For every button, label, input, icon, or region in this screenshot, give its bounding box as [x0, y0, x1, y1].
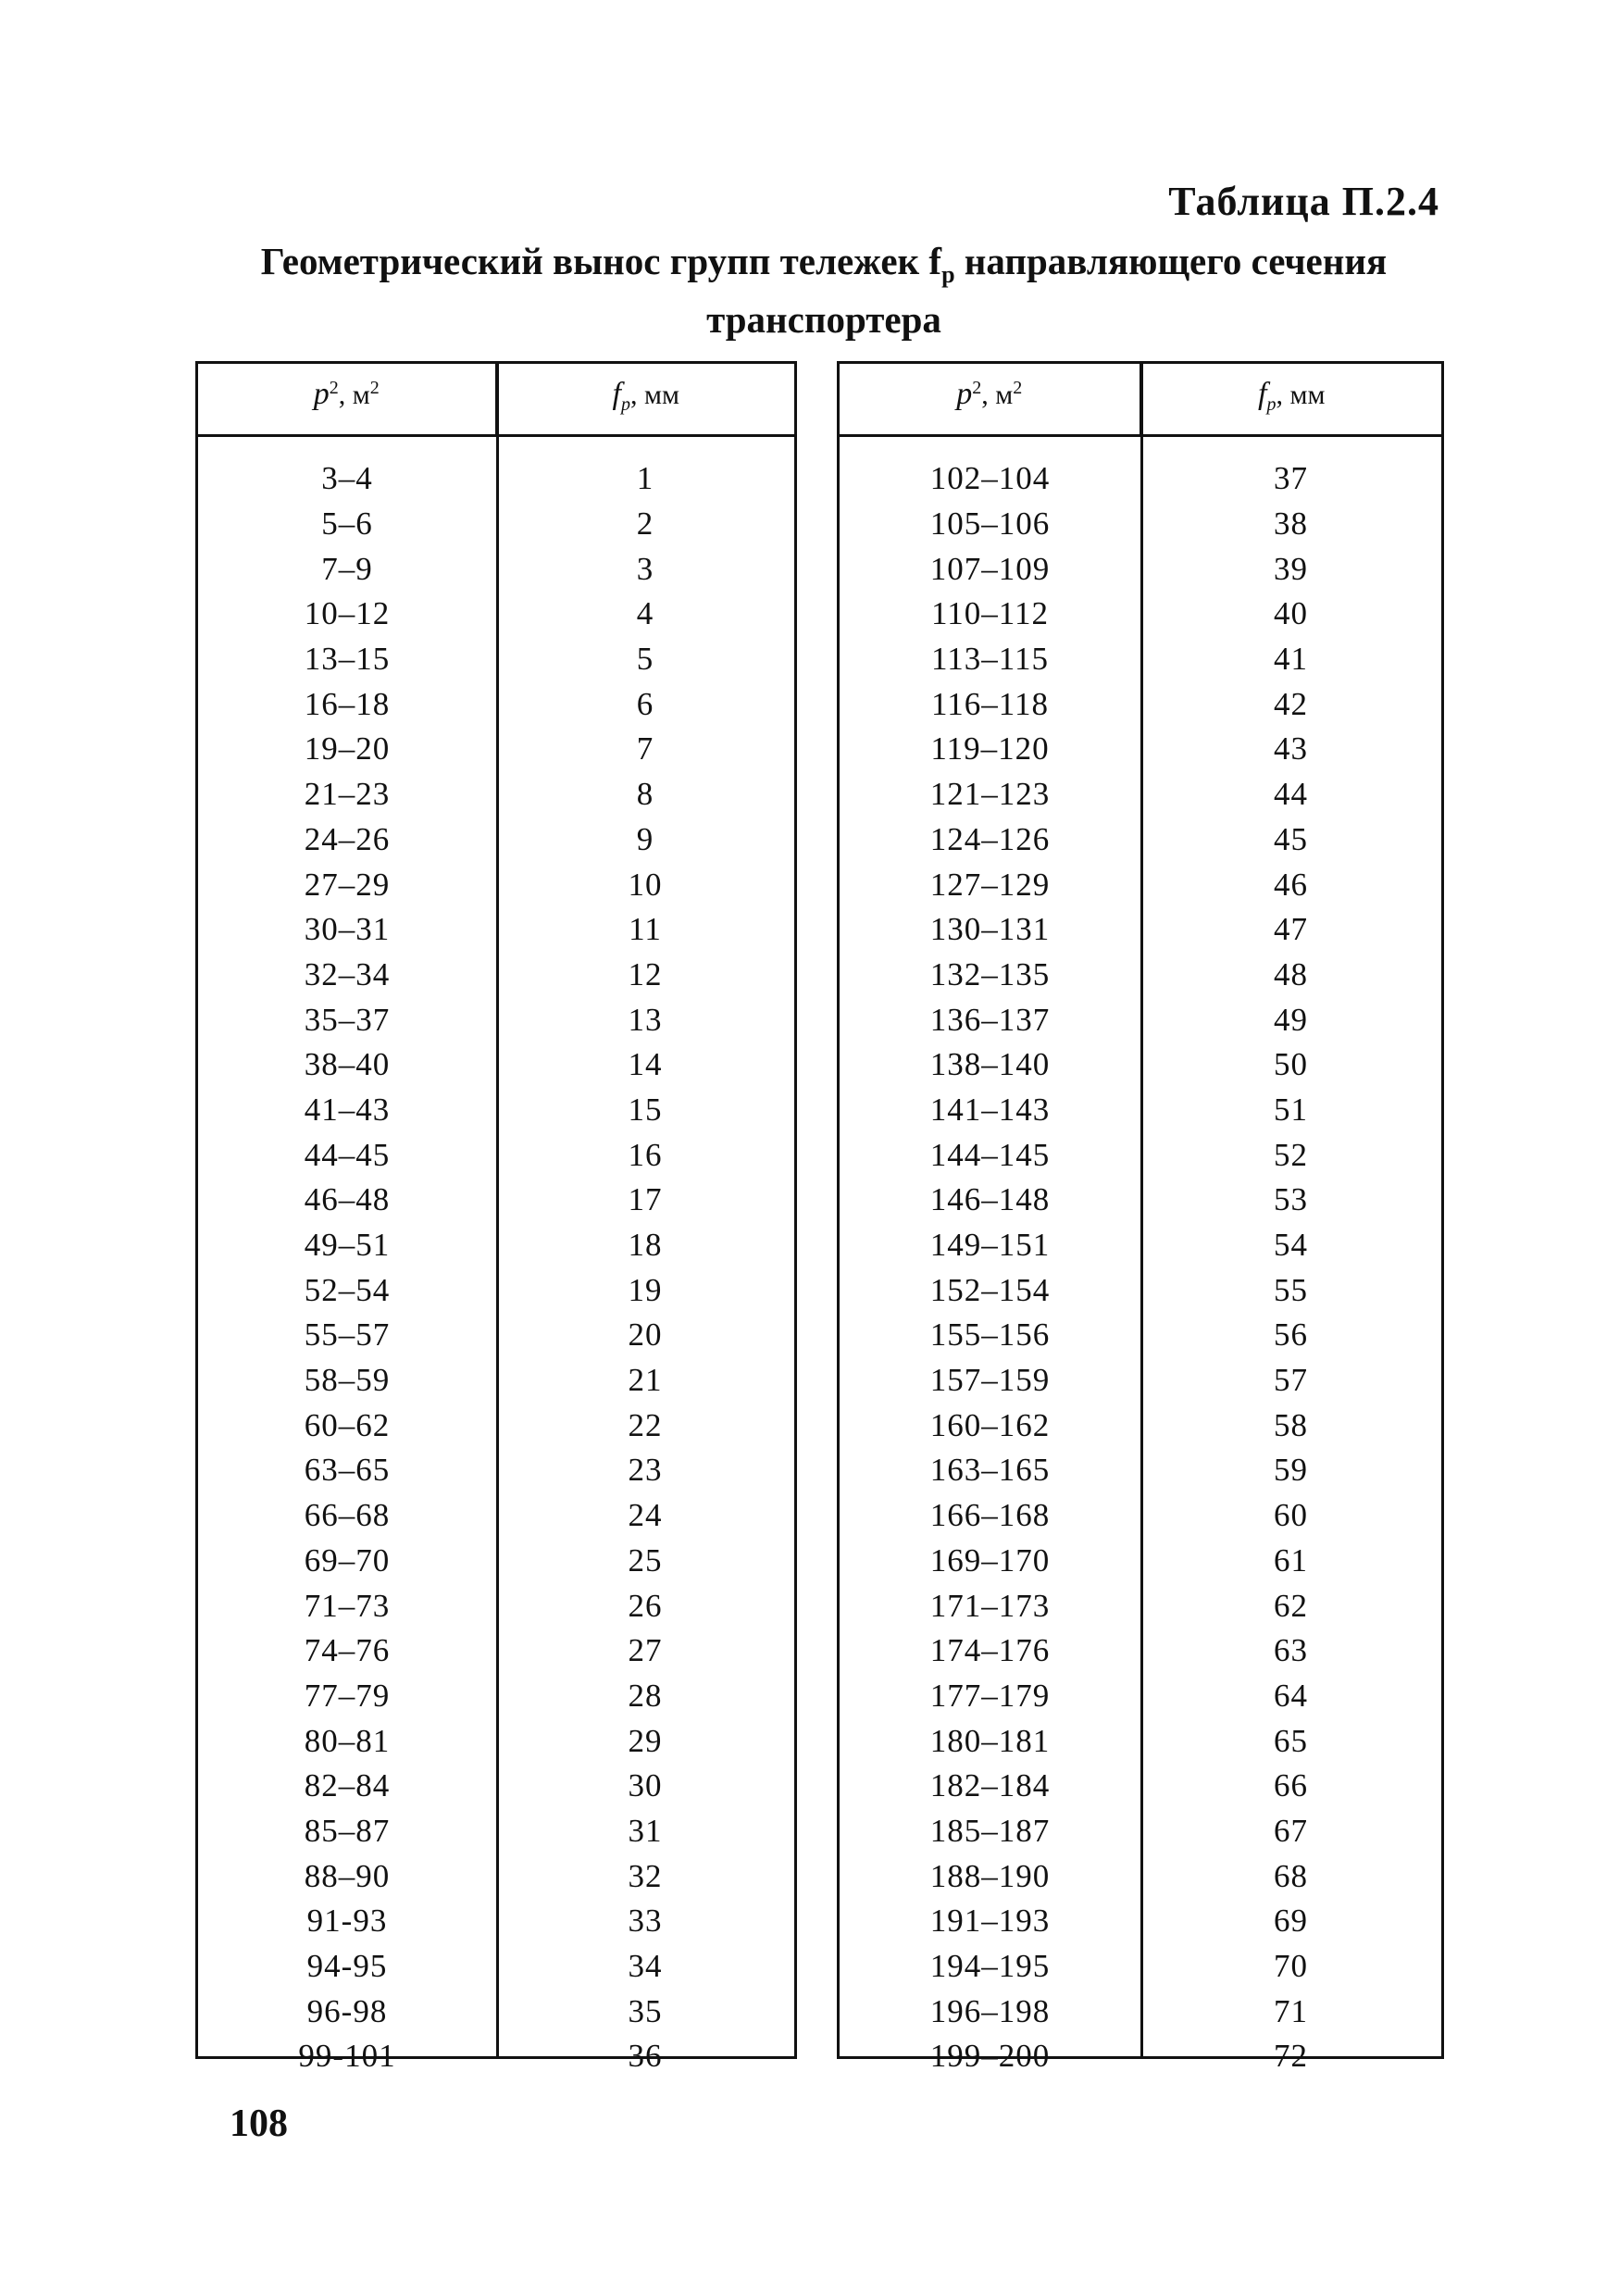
table-row	[840, 1764, 1441, 1809]
table-row	[840, 1718, 1441, 1764]
header-offset: $f_p$, мм	[1258, 377, 1326, 415]
table-row	[198, 1358, 794, 1404]
cell-offset-value: 56	[1274, 1316, 1308, 1354]
cell-offset-value: 21	[628, 1362, 663, 1399]
table-row	[198, 1989, 794, 2034]
cell-area-range: 66–68	[304, 1497, 391, 1534]
table-row	[198, 1583, 794, 1628]
cell-area-range: 3–4	[321, 460, 373, 497]
cell-area-range: 44–45	[304, 1136, 391, 1173]
table-row	[840, 546, 1441, 592]
table-row	[840, 502, 1441, 547]
cell-area-range: 171–173	[929, 1587, 1051, 1624]
cell-offset-value: 1	[636, 460, 654, 497]
cell-offset-value: 29	[628, 1722, 663, 1759]
cell-offset-value: 47	[1274, 911, 1308, 948]
cell-offset-value: 17	[628, 1181, 663, 1218]
table-row	[840, 1178, 1441, 1223]
table-row	[840, 456, 1441, 502]
cell-area-range: 74–76	[304, 1632, 391, 1669]
cell-area-range: 82–84	[304, 1767, 391, 1804]
cell-offset-value: 41	[1274, 641, 1308, 678]
cell-offset-value: 39	[1274, 550, 1308, 587]
cell-area-range: 169–170	[929, 1541, 1051, 1578]
cell-offset-value: 55	[1274, 1271, 1308, 1308]
cell-offset-value: 40	[1274, 595, 1308, 632]
cell-offset-value: 72	[1274, 2038, 1308, 2075]
page-number: 108	[230, 2103, 288, 2145]
cell-offset-value: 36	[628, 2038, 663, 2075]
cell-area-range: 199–200	[929, 2038, 1051, 2075]
cell-area-range: 96-98	[306, 1992, 388, 2029]
cell-area-range: 19–20	[304, 730, 391, 767]
table-row	[198, 1223, 794, 1268]
cell-area-range: 110–112	[931, 595, 1049, 632]
cell-offset-value: 7	[636, 730, 654, 767]
table-row	[198, 727, 794, 772]
table-row	[840, 1132, 1441, 1178]
table-row	[840, 1989, 1441, 2034]
cell-offset-value: 14	[628, 1046, 663, 1083]
cell-area-range: 188–190	[929, 1857, 1051, 1894]
table-row	[840, 1493, 1441, 1539]
table-row	[198, 1088, 794, 1133]
cell-area-range: 55–57	[304, 1316, 391, 1354]
cell-offset-value: 67	[1274, 1812, 1308, 1849]
table-row	[198, 546, 794, 592]
header-area: $p^2$, $м^2$	[198, 364, 498, 434]
cell-area-range: 136–137	[929, 1001, 1051, 1038]
cell-offset-value: 28	[628, 1677, 663, 1714]
table-row	[840, 1583, 1441, 1628]
cell-offset-value: 31	[628, 1812, 663, 1849]
cell-offset-value: 38	[1274, 505, 1308, 543]
cell-offset-value: 48	[1274, 955, 1308, 992]
cell-offset-value: 65	[1274, 1722, 1308, 1759]
table-row	[198, 1267, 794, 1313]
cell-area-range: 113–115	[931, 641, 1049, 678]
cell-offset-value: 62	[1274, 1587, 1308, 1624]
cell-area-range: 16–18	[304, 685, 391, 722]
table-row	[198, 1539, 794, 1584]
cell-area-range: 146–148	[929, 1181, 1051, 1218]
table-row	[198, 681, 794, 727]
table-row	[840, 1853, 1441, 1899]
cell-offset-value: 19	[628, 1271, 663, 1308]
cell-offset-value: 37	[1274, 460, 1308, 497]
cell-area-range: 194–195	[929, 1948, 1051, 1985]
cell-area-range: 132–135	[929, 955, 1051, 992]
table-row	[198, 1809, 794, 1854]
cell-area-range: 32–34	[304, 955, 391, 992]
cell-offset-value: 71	[1274, 1992, 1308, 2029]
cell-area-range: 41–43	[304, 1091, 391, 1128]
cell-area-range: 52–54	[304, 1271, 391, 1308]
cell-offset-value: 35	[628, 1992, 663, 2029]
cell-offset-value: 12	[628, 955, 663, 992]
cell-area-range: 196–198	[929, 1992, 1051, 2029]
table-row	[198, 1628, 794, 1674]
table-row	[840, 592, 1441, 637]
cell-area-range: 138–140	[929, 1046, 1051, 1083]
cell-area-range: 58–59	[304, 1362, 391, 1399]
cell-area-range: 10–12	[304, 595, 391, 632]
cell-offset-value: 61	[1274, 1541, 1308, 1578]
cell-area-range: 116–118	[931, 685, 1049, 722]
table-row	[198, 1448, 794, 1493]
cell-offset-value: 68	[1274, 1857, 1308, 1894]
cell-offset-value: 10	[628, 866, 663, 903]
cell-offset-value: 43	[1274, 730, 1308, 767]
table-row	[198, 862, 794, 907]
cell-area-range: 157–159	[929, 1362, 1051, 1399]
cell-offset-value: 63	[1274, 1632, 1308, 1669]
cell-offset-value: 23	[628, 1452, 663, 1489]
table-caption	[185, 239, 1463, 342]
cell-offset-value: 66	[1274, 1767, 1308, 1804]
table-header	[198, 364, 794, 437]
cell-offset-value: 27	[628, 1632, 663, 1669]
cell-offset-value: 9	[636, 820, 654, 857]
table-row	[198, 637, 794, 682]
cell-area-range: 174–176	[929, 1632, 1051, 1669]
cell-area-range: 21–23	[304, 776, 391, 813]
cell-area-range: 163–165	[929, 1452, 1051, 1489]
cell-offset-value: 53	[1274, 1181, 1308, 1218]
table-row	[198, 592, 794, 637]
table-label: Таблица П.2.4	[1168, 179, 1439, 224]
cell-offset-value: 16	[628, 1136, 663, 1173]
cell-area-range: 107–109	[929, 550, 1051, 587]
table-row	[198, 1674, 794, 1719]
table-row	[198, 1718, 794, 1764]
cell-area-range: 71–73	[304, 1587, 391, 1624]
table-row	[840, 1448, 1441, 1493]
cell-area-range: 144–145	[929, 1136, 1051, 1173]
table-body	[840, 456, 1441, 2079]
table-row	[840, 1809, 1441, 1854]
table-row	[198, 1313, 794, 1358]
cell-offset-value: 69	[1274, 1903, 1308, 1940]
cell-offset-value: 34	[628, 1948, 663, 1985]
cell-area-range: 130–131	[929, 911, 1051, 948]
cell-area-range: 91-93	[306, 1903, 388, 1940]
cell-offset-value: 32	[628, 1857, 663, 1894]
cell-offset-value: 5	[636, 641, 654, 678]
table-row	[840, 1267, 1441, 1313]
table-row	[840, 1628, 1441, 1674]
cell-offset-value: 54	[1274, 1227, 1308, 1264]
table-row	[198, 2034, 794, 2079]
cell-offset-value: 22	[628, 1406, 663, 1443]
caption-line-2: транспортера	[706, 298, 941, 342]
cell-offset-value: 46	[1274, 866, 1308, 903]
cell-area-range: 7–9	[321, 550, 373, 587]
table-row	[198, 1853, 794, 1899]
cell-offset-value: 4	[636, 595, 654, 632]
table-left	[195, 361, 797, 2075]
cell-offset-value: 33	[628, 1903, 663, 1940]
cell-offset-value: 8	[636, 776, 654, 813]
cell-area-range: 152–154	[929, 1271, 1051, 1308]
cell-offset-value: 15	[628, 1091, 663, 1128]
table-row	[198, 1042, 794, 1088]
cell-offset-value: 3	[636, 550, 654, 587]
cell-offset-value: 50	[1274, 1046, 1308, 1083]
table-row	[840, 1223, 1441, 1268]
cell-area-range: 24–26	[304, 820, 391, 857]
table-row	[198, 1899, 794, 1944]
cell-area-range: 27–29	[304, 866, 391, 903]
header-offset: $f_p$, мм	[612, 377, 679, 415]
table-row	[840, 727, 1441, 772]
cell-offset-value: 6	[636, 685, 654, 722]
table-row	[840, 1042, 1441, 1088]
cell-area-range: 60–62	[304, 1406, 391, 1443]
cell-area-range: 121–123	[929, 776, 1051, 813]
cell-offset-value: 24	[628, 1497, 663, 1534]
cell-area-range: 160–162	[929, 1406, 1051, 1443]
table-row	[840, 997, 1441, 1042]
table-row	[840, 1944, 1441, 1990]
table-row	[198, 817, 794, 863]
cell-area-range: 102–104	[929, 460, 1051, 497]
cell-area-range: 80–81	[304, 1722, 391, 1759]
cell-offset-value: 25	[628, 1541, 663, 1578]
cell-offset-value: 45	[1274, 820, 1308, 857]
table-row	[840, 1313, 1441, 1358]
table-row	[840, 1674, 1441, 1719]
cell-offset-value: 42	[1274, 685, 1308, 722]
cell-area-range: 185–187	[929, 1812, 1051, 1849]
cell-area-range: 141–143	[929, 1091, 1051, 1128]
cell-offset-value: 51	[1274, 1091, 1308, 1128]
table-row	[840, 772, 1441, 817]
table-row	[840, 1539, 1441, 1584]
cell-area-range: 85–87	[304, 1812, 391, 1849]
cell-offset-value: 52	[1274, 1136, 1308, 1173]
table-row	[840, 1358, 1441, 1404]
cell-offset-value: 11	[629, 911, 662, 948]
cell-offset-value: 58	[1274, 1406, 1308, 1443]
cell-area-range: 191–193	[929, 1903, 1051, 1940]
cell-area-range: 149–151	[929, 1227, 1051, 1264]
cell-area-range: 94-95	[306, 1948, 388, 1985]
cell-offset-value: 70	[1274, 1948, 1308, 1985]
cell-area-range: 105–106	[929, 505, 1051, 543]
cell-offset-value: 57	[1274, 1362, 1308, 1399]
table-row	[198, 1403, 794, 1448]
cell-offset-value: 2	[636, 505, 654, 543]
cell-area-range: 69–70	[304, 1541, 391, 1578]
table-row	[198, 907, 794, 953]
table-row	[840, 1088, 1441, 1133]
table-row	[198, 1944, 794, 1990]
cell-area-range: 38–40	[304, 1046, 391, 1083]
table-row	[198, 953, 794, 998]
table-row	[198, 1493, 794, 1539]
cell-area-range: 180–181	[929, 1722, 1051, 1759]
cell-area-range: 166–168	[929, 1497, 1051, 1534]
cell-area-range: 49–51	[304, 1227, 391, 1264]
cell-area-range: 88–90	[304, 1857, 391, 1894]
cell-area-range: 46–48	[304, 1181, 391, 1218]
cell-area-range: 177–179	[929, 1677, 1051, 1714]
table-row	[198, 772, 794, 817]
table-row	[840, 1899, 1441, 1944]
cell-offset-value: 30	[628, 1767, 663, 1804]
table-row	[198, 1178, 794, 1223]
table-row	[840, 1403, 1441, 1448]
table-row	[840, 817, 1441, 863]
cell-area-range: 182–184	[929, 1767, 1051, 1804]
cell-area-range: 5–6	[321, 505, 373, 543]
cell-offset-value: 60	[1274, 1497, 1308, 1534]
table-row	[198, 456, 794, 502]
cell-offset-value: 49	[1274, 1001, 1308, 1038]
table-row	[840, 953, 1441, 998]
table-right	[837, 361, 1444, 2075]
cell-offset-value: 13	[628, 1001, 663, 1038]
table-row	[198, 997, 794, 1042]
cell-offset-value: 20	[628, 1316, 663, 1354]
table-row	[840, 2034, 1441, 2079]
cell-area-range: 99-101	[298, 2038, 396, 2075]
cell-area-range: 119–120	[930, 730, 1050, 767]
cell-offset-value: 26	[628, 1587, 663, 1624]
cell-area-range: 35–37	[304, 1001, 391, 1038]
cell-area-range: 30–31	[304, 911, 391, 948]
cell-area-range: 63–65	[304, 1452, 391, 1489]
cell-offset-value: 44	[1274, 776, 1308, 813]
header-area: $p^2$, $м^2$	[840, 364, 1142, 434]
table-row	[840, 681, 1441, 727]
table-row	[840, 637, 1441, 682]
cell-area-range: 127–129	[929, 866, 1051, 903]
table-row	[198, 502, 794, 547]
table-row	[840, 907, 1441, 953]
cell-area-range: 124–126	[929, 820, 1051, 857]
cell-area-range: 13–15	[304, 641, 391, 678]
table-body	[198, 456, 794, 2079]
cell-offset-value: 64	[1274, 1677, 1308, 1714]
cell-offset-value: 18	[628, 1227, 663, 1264]
table-row	[198, 1132, 794, 1178]
table-header	[840, 364, 1441, 437]
caption-line-1: Геометрический вынос групп тележек $f_p$ направляющего сечения	[260, 240, 1388, 289]
table-row	[840, 862, 1441, 907]
table-row	[198, 1764, 794, 1809]
cell-offset-value: 59	[1274, 1452, 1308, 1489]
cell-area-range: 77–79	[304, 1677, 391, 1714]
cell-area-range: 155–156	[929, 1316, 1051, 1354]
